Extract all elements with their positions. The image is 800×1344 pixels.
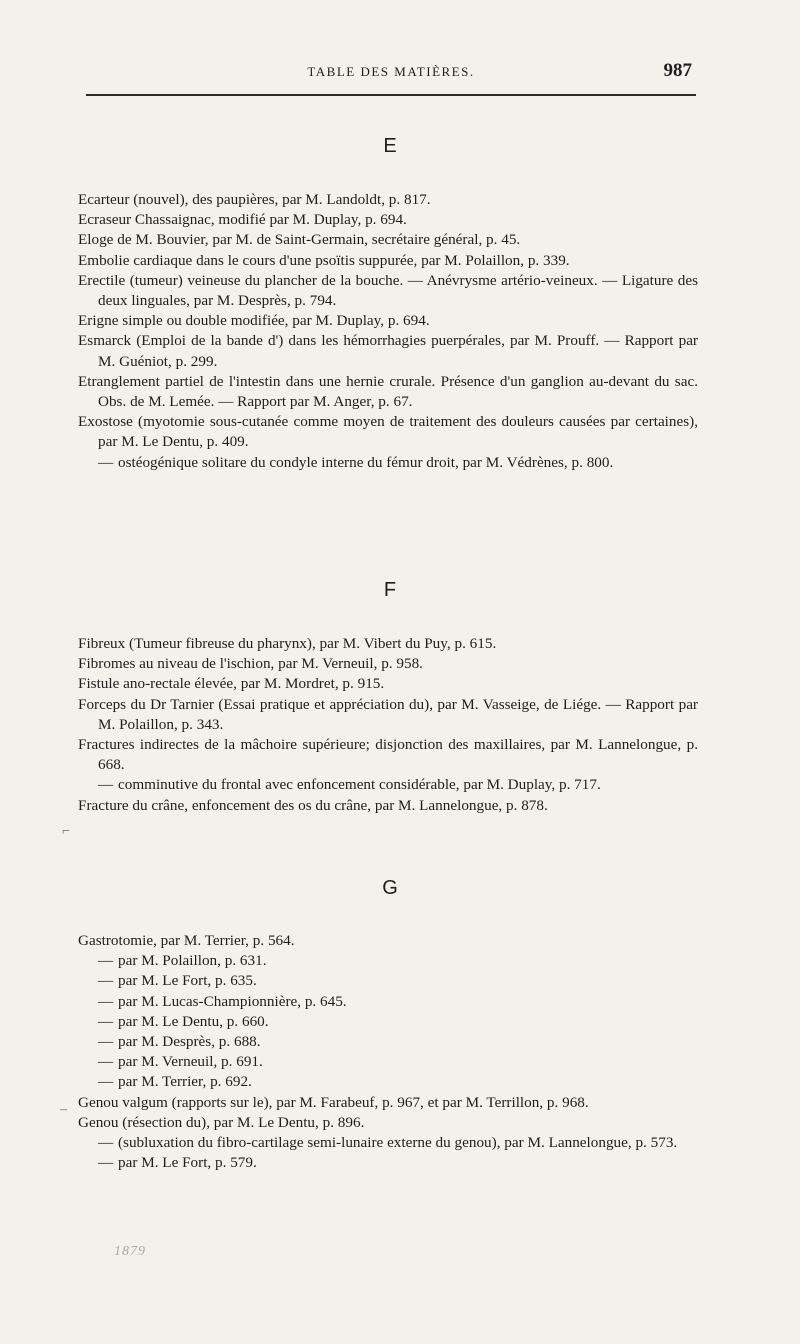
section-f-entries	[78, 634, 698, 816]
entry-text: par M. Verneuil, p. 691.	[118, 1053, 263, 1071]
running-title: TABLE DES MATIÈRES.	[307, 64, 475, 79]
entry-text: par M. Lucas-Championnière, p. 645.	[118, 992, 347, 1010]
entry-text: par M. Le Dentu, p. 660.	[118, 1012, 269, 1030]
section-letter-g: G	[382, 877, 398, 899]
index-entry	[78, 331, 698, 371]
margin-pencil-mark: –	[60, 1102, 67, 1117]
entry-text: par M. Polaillon, p. 631.	[118, 952, 267, 970]
ditto-dash: —	[98, 952, 114, 970]
handwritten-year-mark: 1879	[114, 1244, 146, 1259]
index-entry	[78, 654, 698, 674]
section-g-entries	[78, 931, 698, 1173]
index-subentry	[78, 1153, 698, 1173]
entry-text: Ecarteur (nouvel), des paupières, par M. Landoldt, p. 817.	[78, 191, 431, 208]
ditto-dash: —	[98, 1012, 114, 1030]
entry-text: Esmarck (Emploi de la bande d') dans les hémorrhagies puerpérales, par M. Prouff. — Rapport par M. Guéniot, p. 299.	[78, 332, 698, 370]
entry-text: Fibromes au niveau de l'ischion, par M. Verneuil, p. 958.	[78, 655, 423, 673]
section-letter-e: E	[383, 135, 397, 157]
page-number: 987	[663, 60, 692, 81]
ditto-dash: —	[98, 992, 114, 1010]
ditto-dash: —	[98, 1154, 114, 1172]
entry-text: Fractures indirectes de la mâchoire supérieure; disjonction des maxillaires, par M. Lannelongue, p. 668.	[78, 736, 698, 774]
index-entry	[78, 251, 698, 271]
index-entry	[78, 1113, 698, 1133]
entry-text: Fracture du crâne, enfoncement des os du crâne, par M. Lannelongue, p. 878.	[78, 796, 548, 814]
entry-text: Genou (résection du), par M. Le Dentu, p. 896.	[78, 1113, 365, 1131]
index-entry	[78, 372, 698, 412]
index-subentry	[78, 1012, 698, 1032]
entry-text: Genou valgum (rapports sur le), par M. Farabeuf, p. 967, et par M. Terrillon, p. 968.	[78, 1093, 589, 1111]
ditto-dash: —	[98, 1073, 114, 1091]
entry-text: comminutive du frontal avec enfoncement considérable, par M. Duplay, p. 717.	[118, 776, 601, 794]
ditto-dash: —	[98, 1134, 114, 1152]
index-subentry	[78, 1052, 698, 1072]
index-entry	[78, 190, 698, 210]
index-subentry	[78, 453, 698, 473]
index-entry	[78, 695, 698, 735]
entry-text: Forceps du Dr Tarnier (Essai pratique et appréciation du), par M. Vasseige, de Liége. — Rapport par M. Polaillon, p. 343.	[78, 695, 698, 733]
index-entry	[78, 210, 698, 230]
header-rule	[86, 94, 696, 96]
page-header	[86, 60, 696, 86]
entry-text: Erigne simple ou double modifiée, par M. Duplay, p. 694.	[78, 312, 430, 330]
index-subentry	[78, 951, 698, 971]
index-subentry	[78, 775, 698, 795]
index-subentry	[78, 992, 698, 1012]
entry-text: Gastrotomie, par M. Terrier, p. 564.	[78, 932, 295, 949]
entry-text: par M. Le Fort, p. 579.	[118, 1154, 257, 1172]
index-subentry	[78, 1032, 698, 1052]
ditto-dash: —	[98, 776, 114, 794]
entry-text: par M. Le Fort, p. 635.	[118, 972, 257, 990]
entry-text: Ecraseur Chassaignac, modifié par M. Duplay, p. 694.	[78, 211, 407, 229]
entry-text: Erectile (tumeur) veineuse du plancher de la bouche. — Anévrysme artério-veineux. — Ligature des deux linguales, par M. Desprès, p. 794.	[78, 271, 698, 310]
entry-text: par M. Desprès, p. 688.	[118, 1033, 261, 1051]
index-subentry	[78, 971, 698, 991]
index-entry	[78, 412, 698, 452]
ditto-dash: —	[98, 972, 114, 990]
index-entry	[78, 1093, 698, 1113]
ditto-dash: —	[98, 1053, 114, 1071]
index-entry	[78, 674, 698, 694]
index-subentry	[78, 1072, 698, 1092]
entry-text: Embolie cardiaque dans le cours d'une psoïtis suppurée, par M. Polaillon, p. 339.	[78, 251, 570, 269]
entry-text: Fistule ano-rectale élevée, par M. Mordret, p. 915.	[78, 675, 385, 693]
index-entry	[78, 271, 698, 311]
entry-text: Fibreux (Tumeur fibreuse du pharynx), par M. Vibert du Puy, p. 615.	[78, 635, 497, 652]
margin-pencil-mark: ⌐	[62, 824, 70, 839]
entry-text: Exostose (myotomie sous-cutanée comme moyen de traitement des douleurs causées par certaines), par M. Le Dentu, p. 409.	[78, 413, 698, 451]
entry-text: par M. Terrier, p. 692.	[118, 1073, 252, 1091]
entry-text: Etranglement partiel de l'intestin dans une hernie crurale. Présence d'un ganglion au-devant du sac. Obs. de M. Lemée. — Rapport par M. Anger, p. 67.	[78, 372, 698, 411]
index-entry	[78, 230, 698, 250]
ditto-dash: —	[98, 1033, 114, 1051]
index-entry	[78, 931, 698, 951]
entry-text: Eloge de M. Bouvier, par M. de Saint-Germain, secrétaire général, p. 45.	[78, 231, 521, 249]
section-e-entries	[78, 190, 698, 473]
index-subentry	[78, 1133, 698, 1153]
ditto-dash: —	[98, 453, 114, 471]
entry-text: (subluxation du fibro-cartilage semi-lunaire externe du genou), par M. Lannelongue, p. 573.	[118, 1134, 678, 1152]
index-entry	[78, 796, 698, 816]
entry-text: ostéogénique solitare du condyle interne du fémur droit, par M. Védrènes, p. 800.	[118, 453, 614, 471]
index-entry	[78, 311, 698, 331]
section-letter-f: F	[383, 579, 397, 601]
index-entry	[78, 735, 698, 775]
index-entry	[78, 634, 698, 654]
